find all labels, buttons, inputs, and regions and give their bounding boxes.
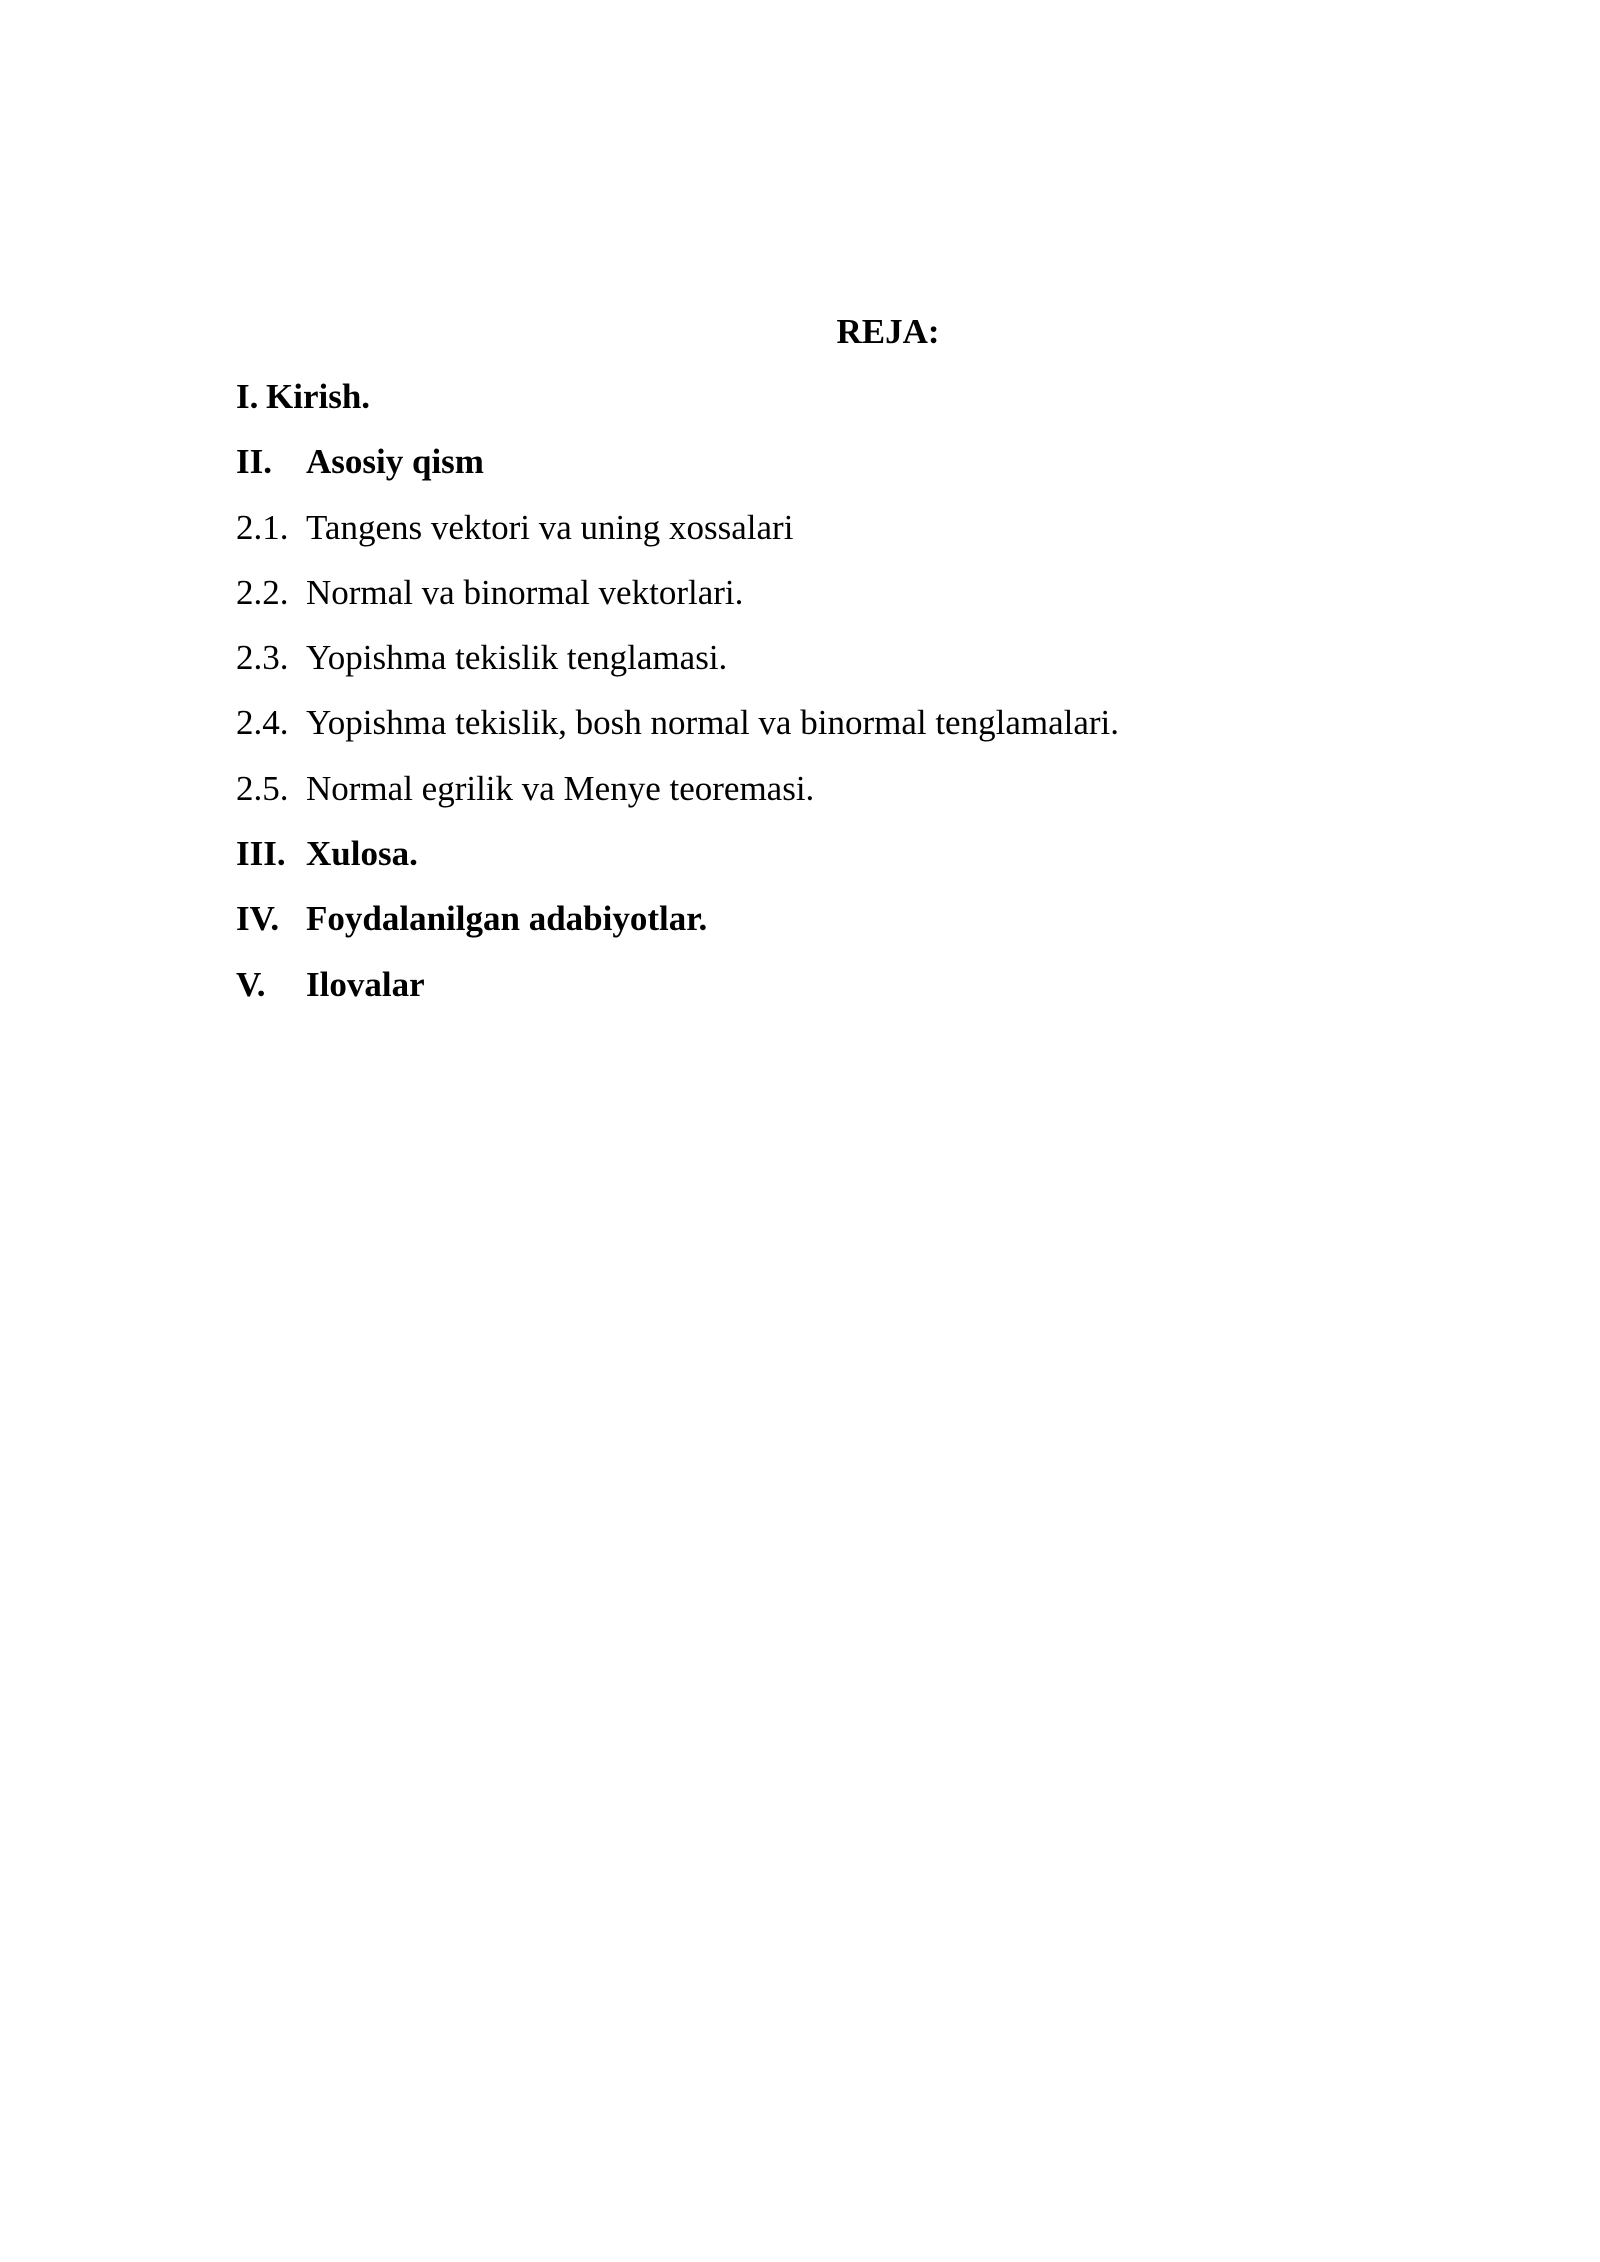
outline-item-number: 2.3. [236,638,289,678]
outline-item-text: Tangens vektori va uning xossalari [306,507,794,547]
outline-item-number: 2.5. [236,768,289,808]
outline-item-text: Yopishma tekislik, bosh normal va binormal tenglamalari. [306,703,1119,743]
outline-item-number: V. [236,964,266,1004]
outline-item-text: Foydalanilgan adabiyotlar. [306,899,708,939]
outline-item-text: Asosiy qism [306,442,484,482]
outline-item-number: III. [236,834,286,874]
outline-item-number: II. [236,442,272,482]
outline-item-text: Kirish. [266,377,371,416]
outline-item-number: IV. [236,899,280,939]
outline-item-number: 2.2. [236,572,289,612]
outline-item-text: Ilovalar [306,964,425,1004]
page-title: REJA: [836,312,940,351]
outline-item-text: Normal egrilik va Menye teoremasi. [306,768,815,808]
outline-item-text: Yopishma tekislik tenglamasi. [306,638,728,678]
outline-item-number: I. [236,377,259,416]
outline-item-text: Normal va binormal vektorlari. [306,572,744,612]
outline-item-text: Xulosa. [306,834,418,874]
outline-item-number: 2.1. [236,507,289,547]
outline-item-number: 2.4. [236,703,289,743]
